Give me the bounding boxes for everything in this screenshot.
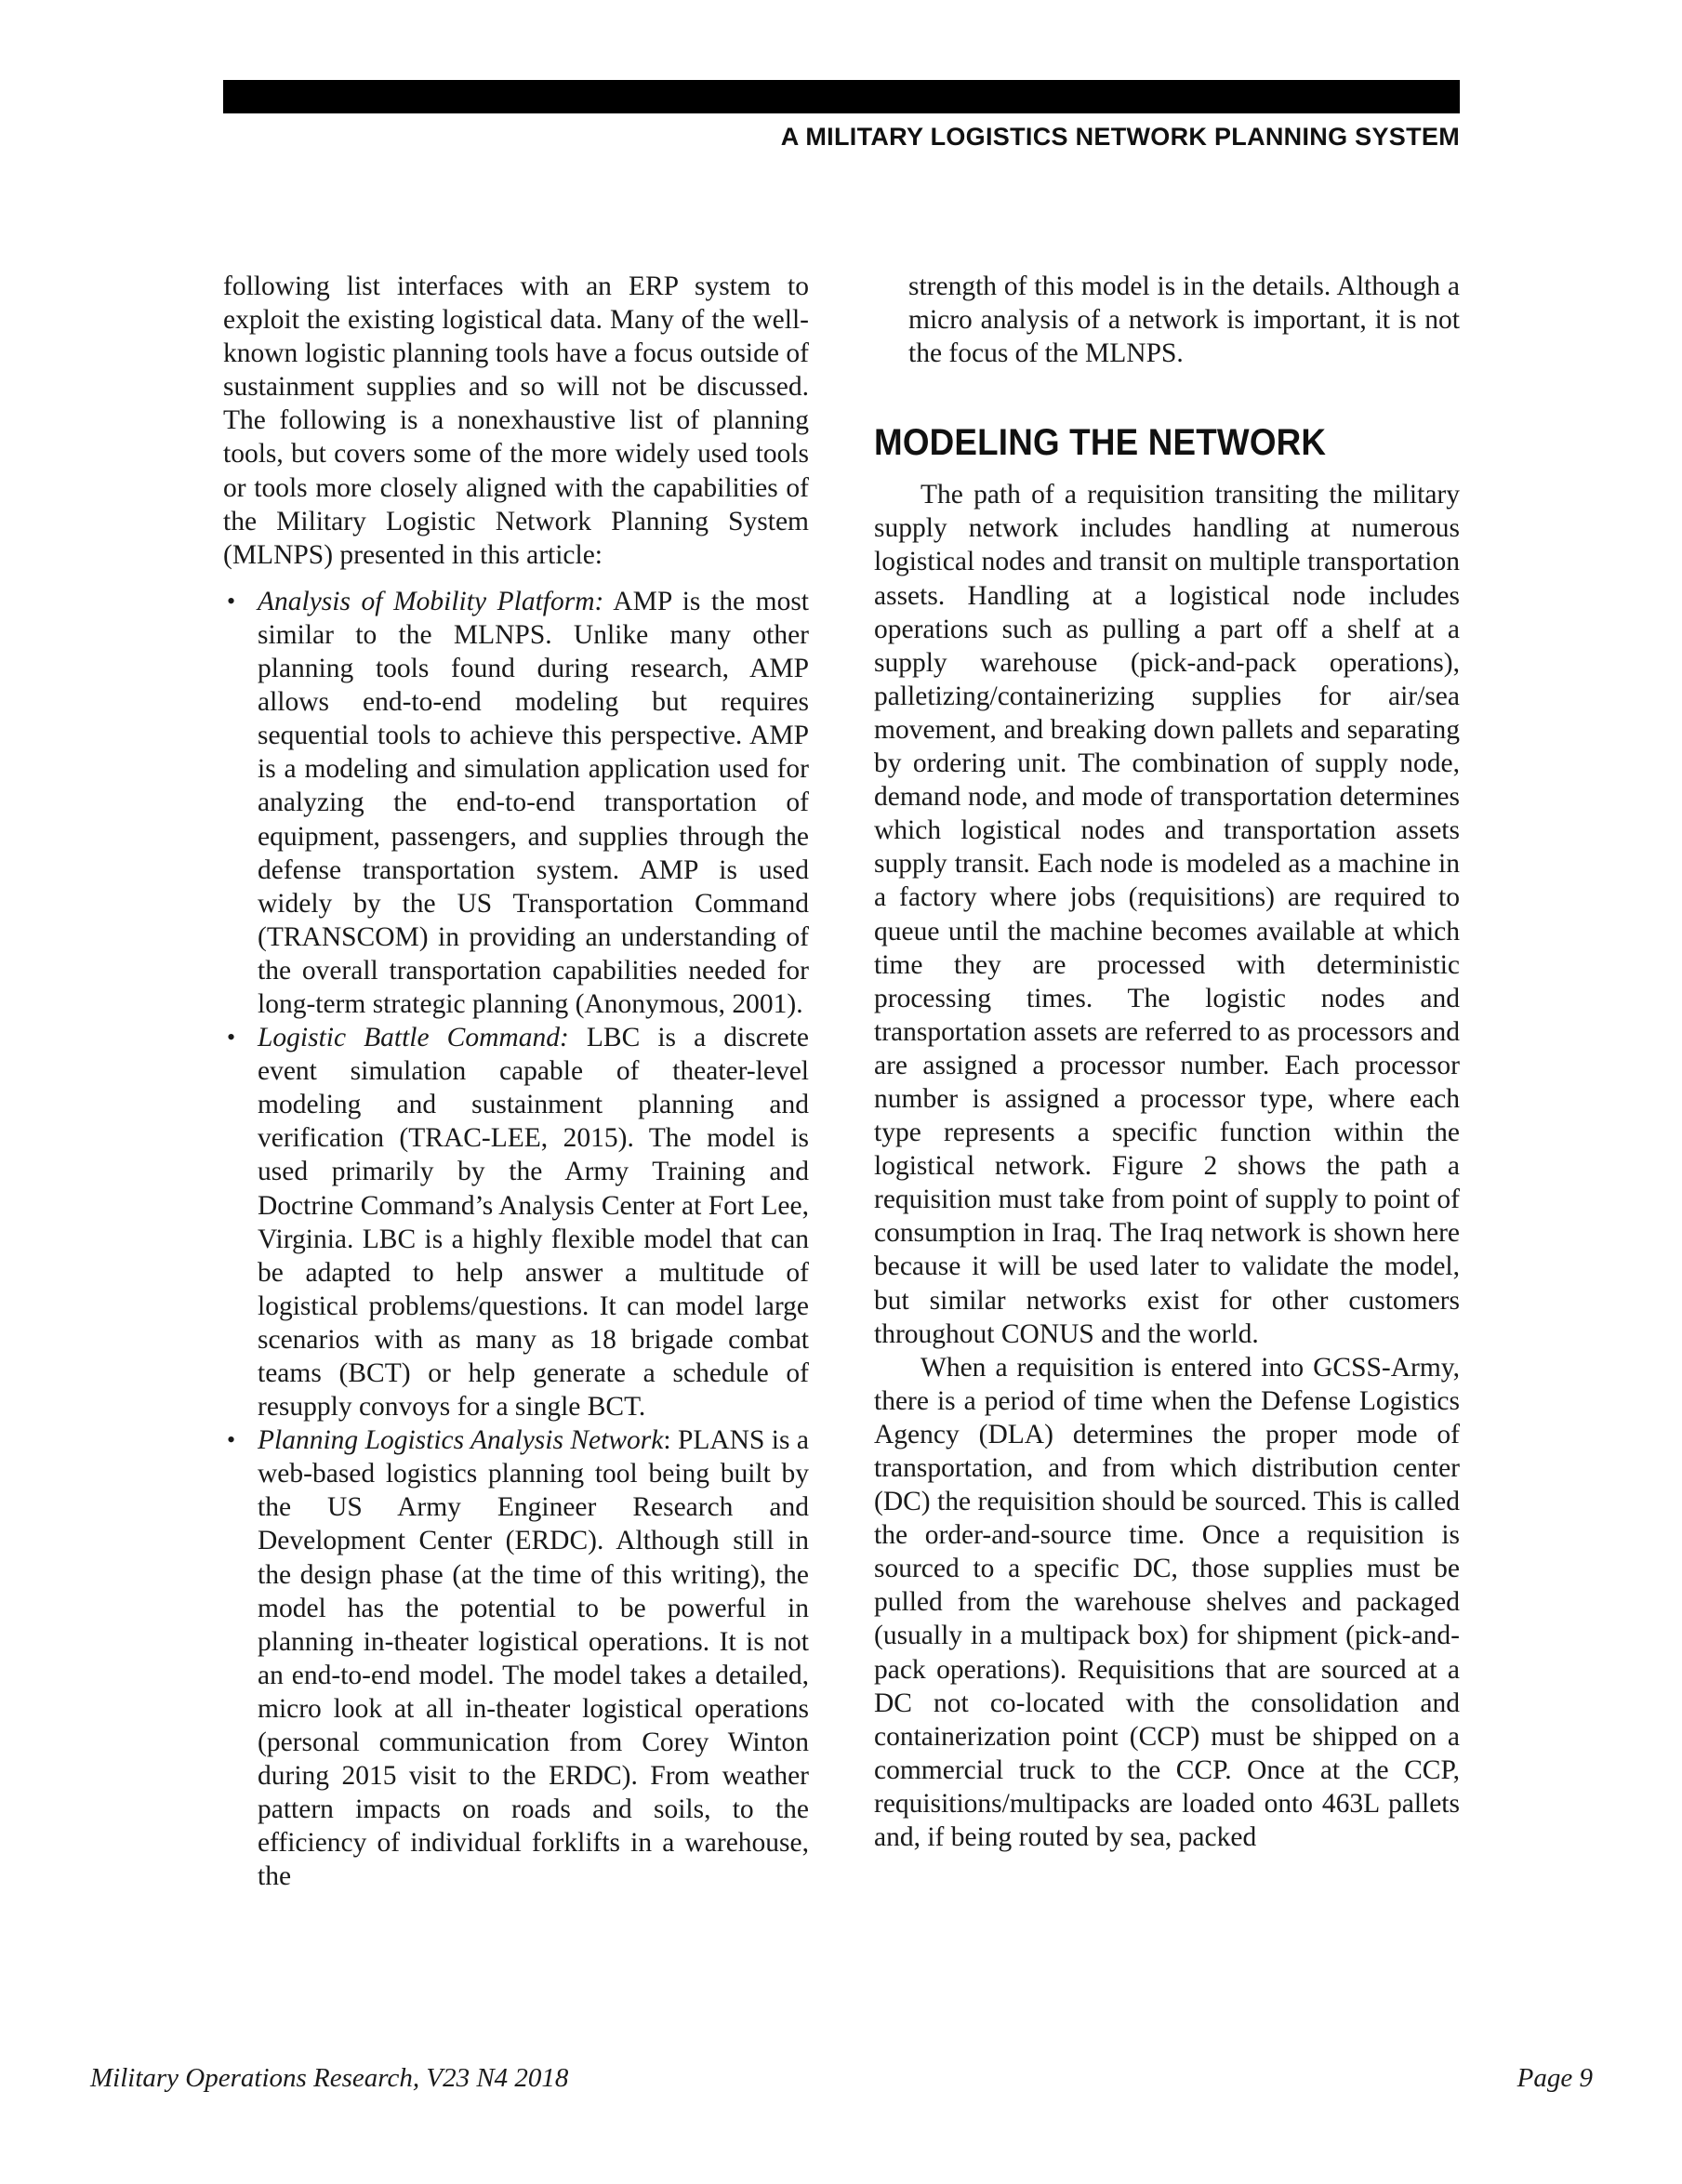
- planning-tools-list: [223, 585, 809, 1894]
- tool-name: Planning Logistics Analysis Network: [258, 1425, 664, 1456]
- running-title: A MILITARY LOGISTICS NETWORK PLANNING SYSTEM: [780, 123, 1460, 151]
- bullet-glyph: •: [227, 587, 236, 615]
- right-column: [874, 270, 1460, 1854]
- body-paragraph: When a requisition is entered into GCSS-Army, there is a period of time when the Defense Logistics Agency (DLA) determines the proper mode of transportation, and from which distribution center (DC) the requisition should be sourced. This is called the order-and-source time. Once a requisition is sourced to a specific DC, those supplies must be pulled from the warehouse shelves and packaged (usually in a multipack box) for shipment (pick-and-pack operations). Requisitions that are sourced at a DC not co-located with the consolidation and containerization point (CCP) must be shipped on a commercial truck to the CCP. Once at the CCP, requisitions/multipacks are loaded onto 463L pallets and, if being routed by sea, packed: [874, 1352, 1460, 1853]
- footer-page-number: Page 9: [1516, 2063, 1593, 2093]
- list-item: [223, 1423, 809, 1893]
- tool-description: AMP is the most similar to the MLNPS. Unlike many other planning tools found during research, AMP allows end-to-end modeling but requires sequential tools to achieve this perspective. AMP is a modeling and simulation application used for analyzing the end-to-end transportation of equipment, passengers, and supplies through the defense transportation system. AMP is used widely by the US Transportation Command (TRANSCOM) in providing an understanding of the overall transportation capabilities needed for long-term strategic planning (Anonymous, 2001).: [258, 586, 809, 1019]
- bullet-glyph: •: [227, 1426, 236, 1454]
- left-column: [223, 270, 809, 1894]
- tool-description: : PLANS is a web-based logistics planning tool being built by the US Army Engineer Research and Development Center (ERDC). Although still in the design phase (at the time of this writing), the model has the potential to be powerful in planning in-theater logistical operations. It is not an end-to-end model. The model takes a detailed, micro look at all in-theater logistical operations (personal communication from Corey Winton during 2015 visit to the ERDC). From weather pattern impacts on roads and soils, to the efficiency of individual forklifts in a warehouse, the: [258, 1425, 809, 1892]
- section-heading: MODELING THE NETWORK: [874, 422, 1327, 464]
- body-paragraph: The path of a requisition transiting the military supply network includes handling at numerous logistical nodes and transit on multiple transportation assets. Handling at a logistical node includes operations such as pulling a part off a shelf at a supply warehouse (pick-and-pack operations), palletizing/containerizing supplies for air/sea movement, and breaking down pallets and separating by ordering unit. The combination of supply node, demand node, and mode of transportation determines which logistical nodes and transportation assets supply transit. Each node is modeled as a machine in a factory where jobs (requisitions) are required to queue until the machine becomes available at which time they are processed with deterministic processing times. The logistic nodes and transportation assets are referred to as processors and are assigned a processor number. Each processor number is assigned a processor type, where each type represents a specific function within the logistical network. Figure 2 shows the path a requisition must take from point of supply to point of consumption in Iraq. The Iraq network is shown here because it will be used later to validate the model, but similar networks exist for other customers throughout CONUS and the world.: [874, 480, 1460, 1349]
- continued-paragraph: strength of this model is in the details. Although a micro analysis of a network is important, it is not the focus of the MLNPS.: [908, 271, 1460, 369]
- tool-name: Logistic Battle Command:: [258, 1023, 569, 1053]
- list-item: [223, 1021, 809, 1423]
- header-rule: [223, 80, 1460, 113]
- intro-paragraph: following list interfaces with an ERP system to exploit the existing logistical data. Many of the well-known logistic planning tools have a focus outside of sustainment supplies and so will not be discussed. The following is a nonexhaustive list of planning tools, but covers some of the more widely used tools or tools more closely aligned with the capabilities of the Military Logistic Network Planning System (MLNPS) presented in this article:: [223, 271, 809, 570]
- bullet-glyph: •: [227, 1024, 236, 1052]
- list-item: [223, 585, 809, 1021]
- footer-journal: Military Operations Research, V23 N4 2018: [90, 2063, 569, 2093]
- tool-description: LBC is a discrete event simulation capable of theater-level modeling and sustainment planning and verification (TRAC-LEE, 2015). The model is used primarily by the Army Training and Doctrine Command’s Analysis Center at Fort Lee, Virginia. LBC is a highly flexible model that can be adapted to help answer a multitude of logistical problems/questions. It can model large scenarios with as many as 18 brigade combat teams (BCT) or help generate a schedule of resupply convoys for a single BCT.: [258, 1023, 809, 1423]
- tool-name: Analysis of Mobility Platform:: [258, 586, 604, 616]
